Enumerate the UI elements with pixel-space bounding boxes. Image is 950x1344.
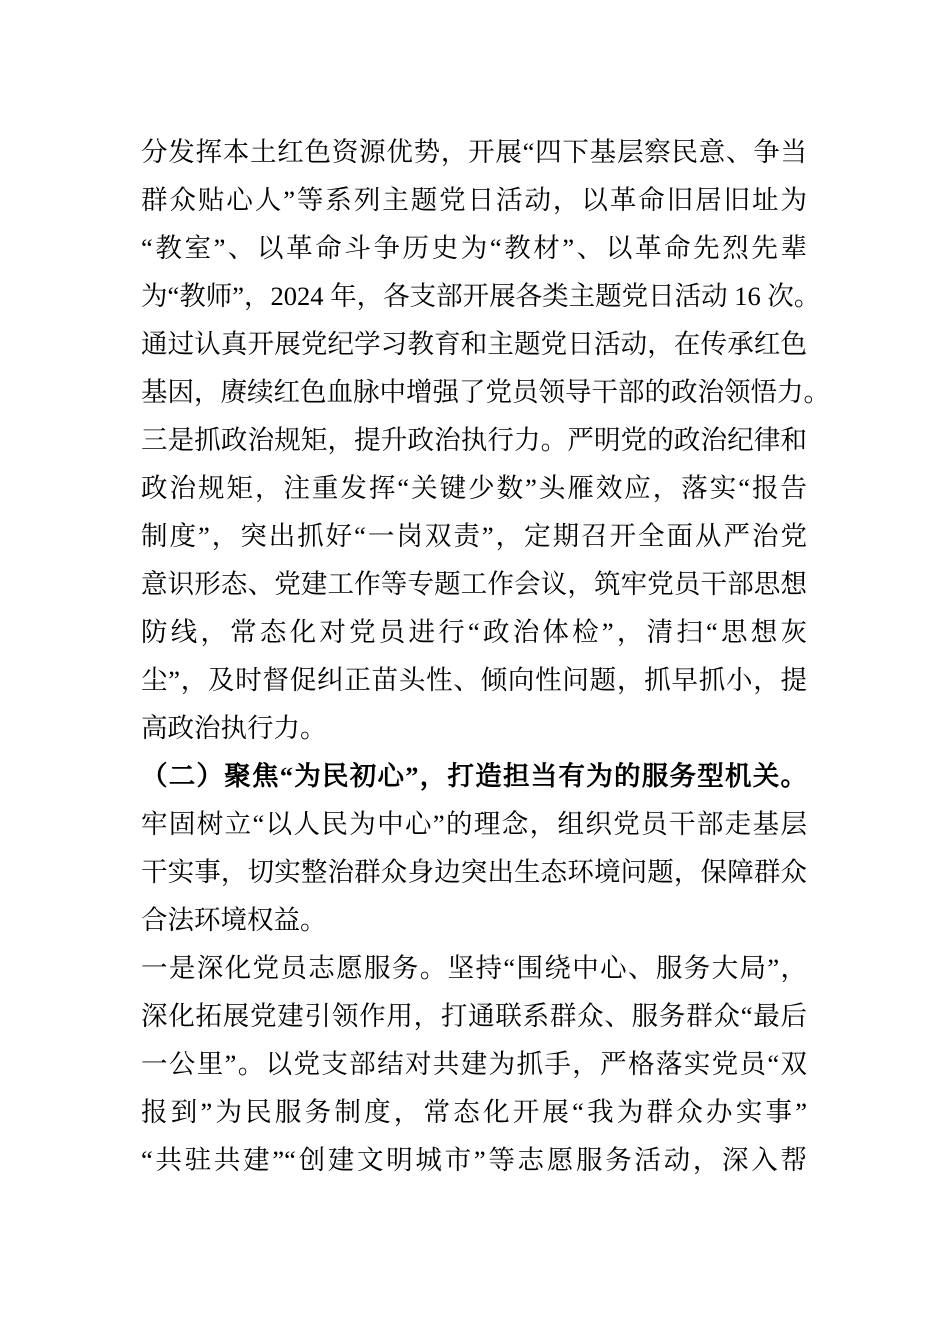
text-block bbox=[141, 128, 830, 1184]
text-line: 分发挥本土红色资源优势，开展“四下基层察民意、争当 bbox=[141, 137, 807, 167]
text-line: 尘”，及时督促纠正苗头性、倾向性问题，抓早抓小，提 bbox=[141, 665, 807, 695]
text-line: “共驻共建”“创建文明城市”等志愿服务活动，深入帮 bbox=[141, 1145, 807, 1175]
text-line: 三是抓政治规矩，提升政治执行力。严明党的政治纪律和 bbox=[141, 425, 807, 455]
text-line: 干实事，切实整治群众身边突出生态环境问题，保障群众 bbox=[141, 857, 807, 887]
text-line: 一公里”。以党支部结对共建为抓手，严格落实党员“双 bbox=[141, 1049, 807, 1079]
text-line: 一是深化党员志愿服务。坚持“围绕中心、服务大局”， bbox=[141, 953, 807, 983]
text-line: 为“教师”，2024 年，各支部开展各类主题党日活动 16 次。 bbox=[141, 281, 821, 311]
text-line: 报到”为民服务制度，常态化开展“我为群众办实事” bbox=[141, 1097, 807, 1127]
section-heading: （二）聚焦“为民初心”，打造担当有为的服务型机关。 bbox=[141, 761, 807, 791]
text-line: 通过认真开展党纪学习教育和主题党日活动，在传承红色 bbox=[141, 329, 807, 359]
text-line: 深化拓展党建引领作用，打通联系群众、服务群众“最后 bbox=[141, 1001, 807, 1031]
text-line: 牢固树立“以人民为中心”的理念，组织党员干部走基层 bbox=[141, 809, 807, 839]
text-line: 群众贴心人”等系列主题党日活动，以革命旧居旧址为 bbox=[141, 185, 807, 215]
text-line: 合法环境权益。 bbox=[141, 905, 327, 935]
text-line: 防线，常态化对党员进行“政治体检”，清扫“思想灰 bbox=[141, 617, 807, 647]
text-line: 制度”，突出抓好“一岗双责”，定期召开全面从严治党 bbox=[141, 521, 807, 551]
text-line: 政治规矩，注重发挥“关键少数”头雁效应，落实“报告 bbox=[141, 473, 807, 503]
text-line: 高政治执行力。 bbox=[141, 713, 327, 743]
text-line: 基因，赓续红色血脉中增强了党员领导干部的政治领悟力。 bbox=[141, 377, 830, 407]
text-line: 意识形态、党建工作等专题工作会议，筑牢党员干部思想 bbox=[141, 569, 807, 599]
text-line: “教室”、以革命斗争历史为“教材”、以革命先烈先辈 bbox=[141, 233, 807, 263]
